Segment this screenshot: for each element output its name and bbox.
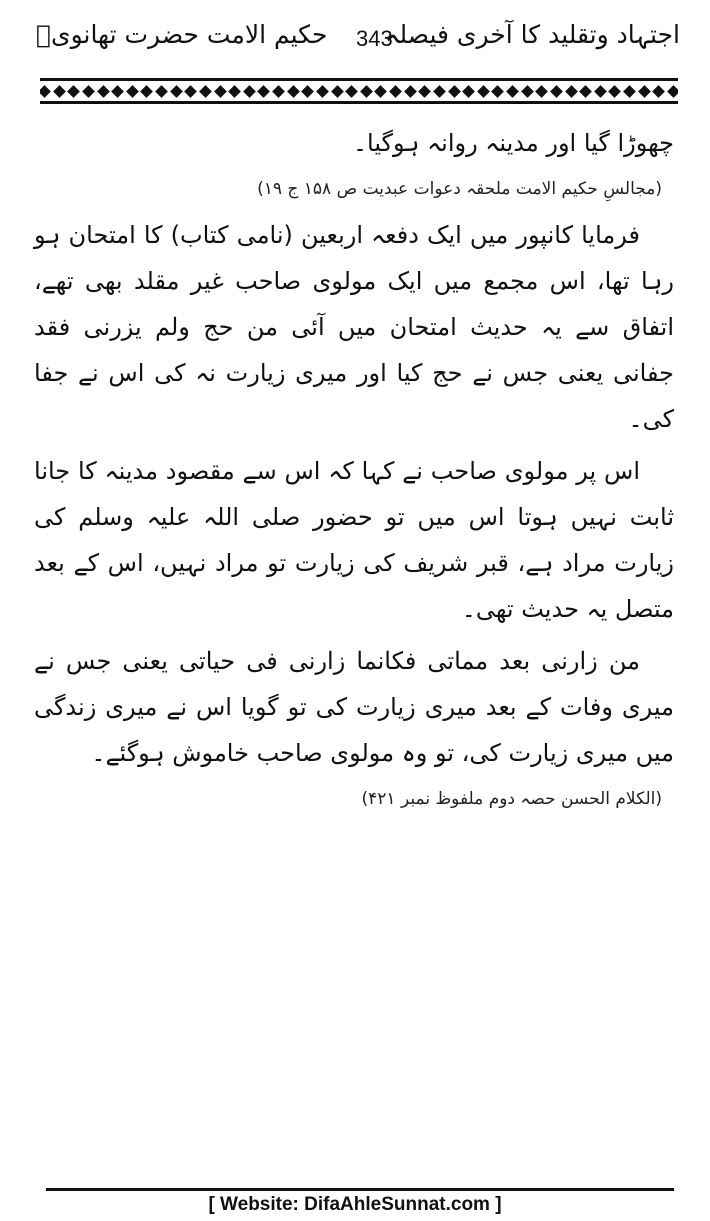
page-header (30, 18, 680, 62)
ornament-diamond (404, 85, 417, 98)
hadith-1-arabic: من حج ولم یزرنی فقد جفانی (34, 313, 674, 387)
reference-1: (مجالسِ حکیم الامت ملحقہ دعوات عبدیت ص ۱۵۸ ج ۱۹) (257, 179, 662, 199)
ornament-diamond (214, 85, 227, 98)
paragraph-3 (34, 638, 674, 776)
ornament-diamond (550, 85, 563, 98)
ornament-diamond (67, 85, 80, 98)
ornament-diamond (492, 85, 505, 98)
ornament-diamond (258, 85, 271, 98)
ornament-diamond (389, 85, 402, 98)
ornament-diamond (345, 85, 358, 98)
ornament-diamond (126, 85, 139, 98)
ornament-diamond (141, 85, 154, 98)
reference-2: (الکلام الحسن حصہ دوم ملفوظ نمبر ۴۲۱) (361, 789, 662, 809)
ornament-diamond (316, 85, 329, 98)
paragraph-2: اس پر مولوی صاحب نے کہا کہ اس سے مقصود مدینہ کا جانا ثابت نہیں ہوتا اس میں تو حضور صلی اللہ علیہ وسلم کی زیارت مراد ہے، قبر شریف کی زیارت تو مراد نہیں، اس کے بعد متصل یہ حدیث تھی۔ (34, 457, 675, 623)
ornament-diamond (199, 85, 212, 98)
ornament-diamond (565, 85, 578, 98)
header-right-title: اجتہاد وتقلید کا آخری فیصلہ (384, 20, 680, 49)
header-left-title: حکیم الامت حضرت تھانویؒ (36, 20, 328, 49)
ornament-diamond-row (40, 83, 678, 99)
footer-divider (46, 1188, 674, 1191)
ornament-diamond (652, 85, 665, 98)
hadith-2-arabic: من زارنی بعد مماتی فکانما زارنی فی حیاتی (179, 647, 640, 675)
header-ornament-divider (40, 78, 678, 104)
ornament-diamond (301, 85, 314, 98)
ornament-diamond (623, 85, 636, 98)
paragraph-1 (34, 212, 674, 442)
ornament-diamond (228, 85, 241, 98)
ornament-diamond (433, 85, 446, 98)
ornament-diamond (155, 85, 168, 98)
ornament-diamond (448, 85, 461, 98)
ornament-diamond (579, 85, 592, 98)
page-number: 343 (356, 26, 393, 51)
ornament-diamond (535, 85, 548, 98)
opening-line: چھوڑا گیا اور مدینہ روانہ ہوگیا۔ (352, 129, 674, 157)
ornament-diamond (287, 85, 300, 98)
ornament-diamond (97, 85, 110, 98)
ornament-diamond (594, 85, 607, 98)
ornament-top-line (40, 78, 678, 81)
ornament-diamond (477, 85, 490, 98)
paragraph-3-suffix: یعنی جس نے میری وفات کے بعد میری زیارت کی تو گویا اس نے میری زندگی میں میری زیارت کی، تو وہ مولوی صاحب خاموش ہوگئے۔ (34, 647, 674, 767)
ornament-diamond (609, 85, 622, 98)
ornament-diamond (638, 85, 651, 98)
ornament-diamond (506, 85, 519, 98)
ornament-diamond (418, 85, 431, 98)
ornament-diamond (521, 85, 534, 98)
ornament-diamond (111, 85, 124, 98)
ornament-diamond (184, 85, 197, 98)
ornament-diamond (243, 85, 256, 98)
website-footer: [ Website: DifaAhleSunnat.com ] (208, 1194, 502, 1215)
paragraph-1-prefix: فرمایا کانپور میں ایک دفعہ اربعین (نامی کتاب) کا امتحان ہو رہا تھا، اس مجمع میں ایک مولوی صاحب غیر مقلد بھی تھے، اتفاق سے یہ حدیث امتحان میں آئی (34, 221, 675, 341)
paragraph-1-suffix: یعنی جس نے حج کیا اور میری زیارت نہ کی اس نے جفا کی۔ (34, 359, 674, 433)
page-body (34, 120, 674, 822)
ornament-diamond (40, 85, 51, 98)
ornament-diamond (170, 85, 183, 98)
ornament-diamond (53, 85, 66, 98)
ornament-diamond (331, 85, 344, 98)
ornament-diamond (375, 85, 388, 98)
ornament-diamond (667, 85, 678, 98)
ornament-diamond (360, 85, 373, 98)
ornament-bottom-line (40, 101, 678, 104)
ornament-diamond (462, 85, 475, 98)
ornament-diamond (82, 85, 95, 98)
ornament-diamond (272, 85, 285, 98)
